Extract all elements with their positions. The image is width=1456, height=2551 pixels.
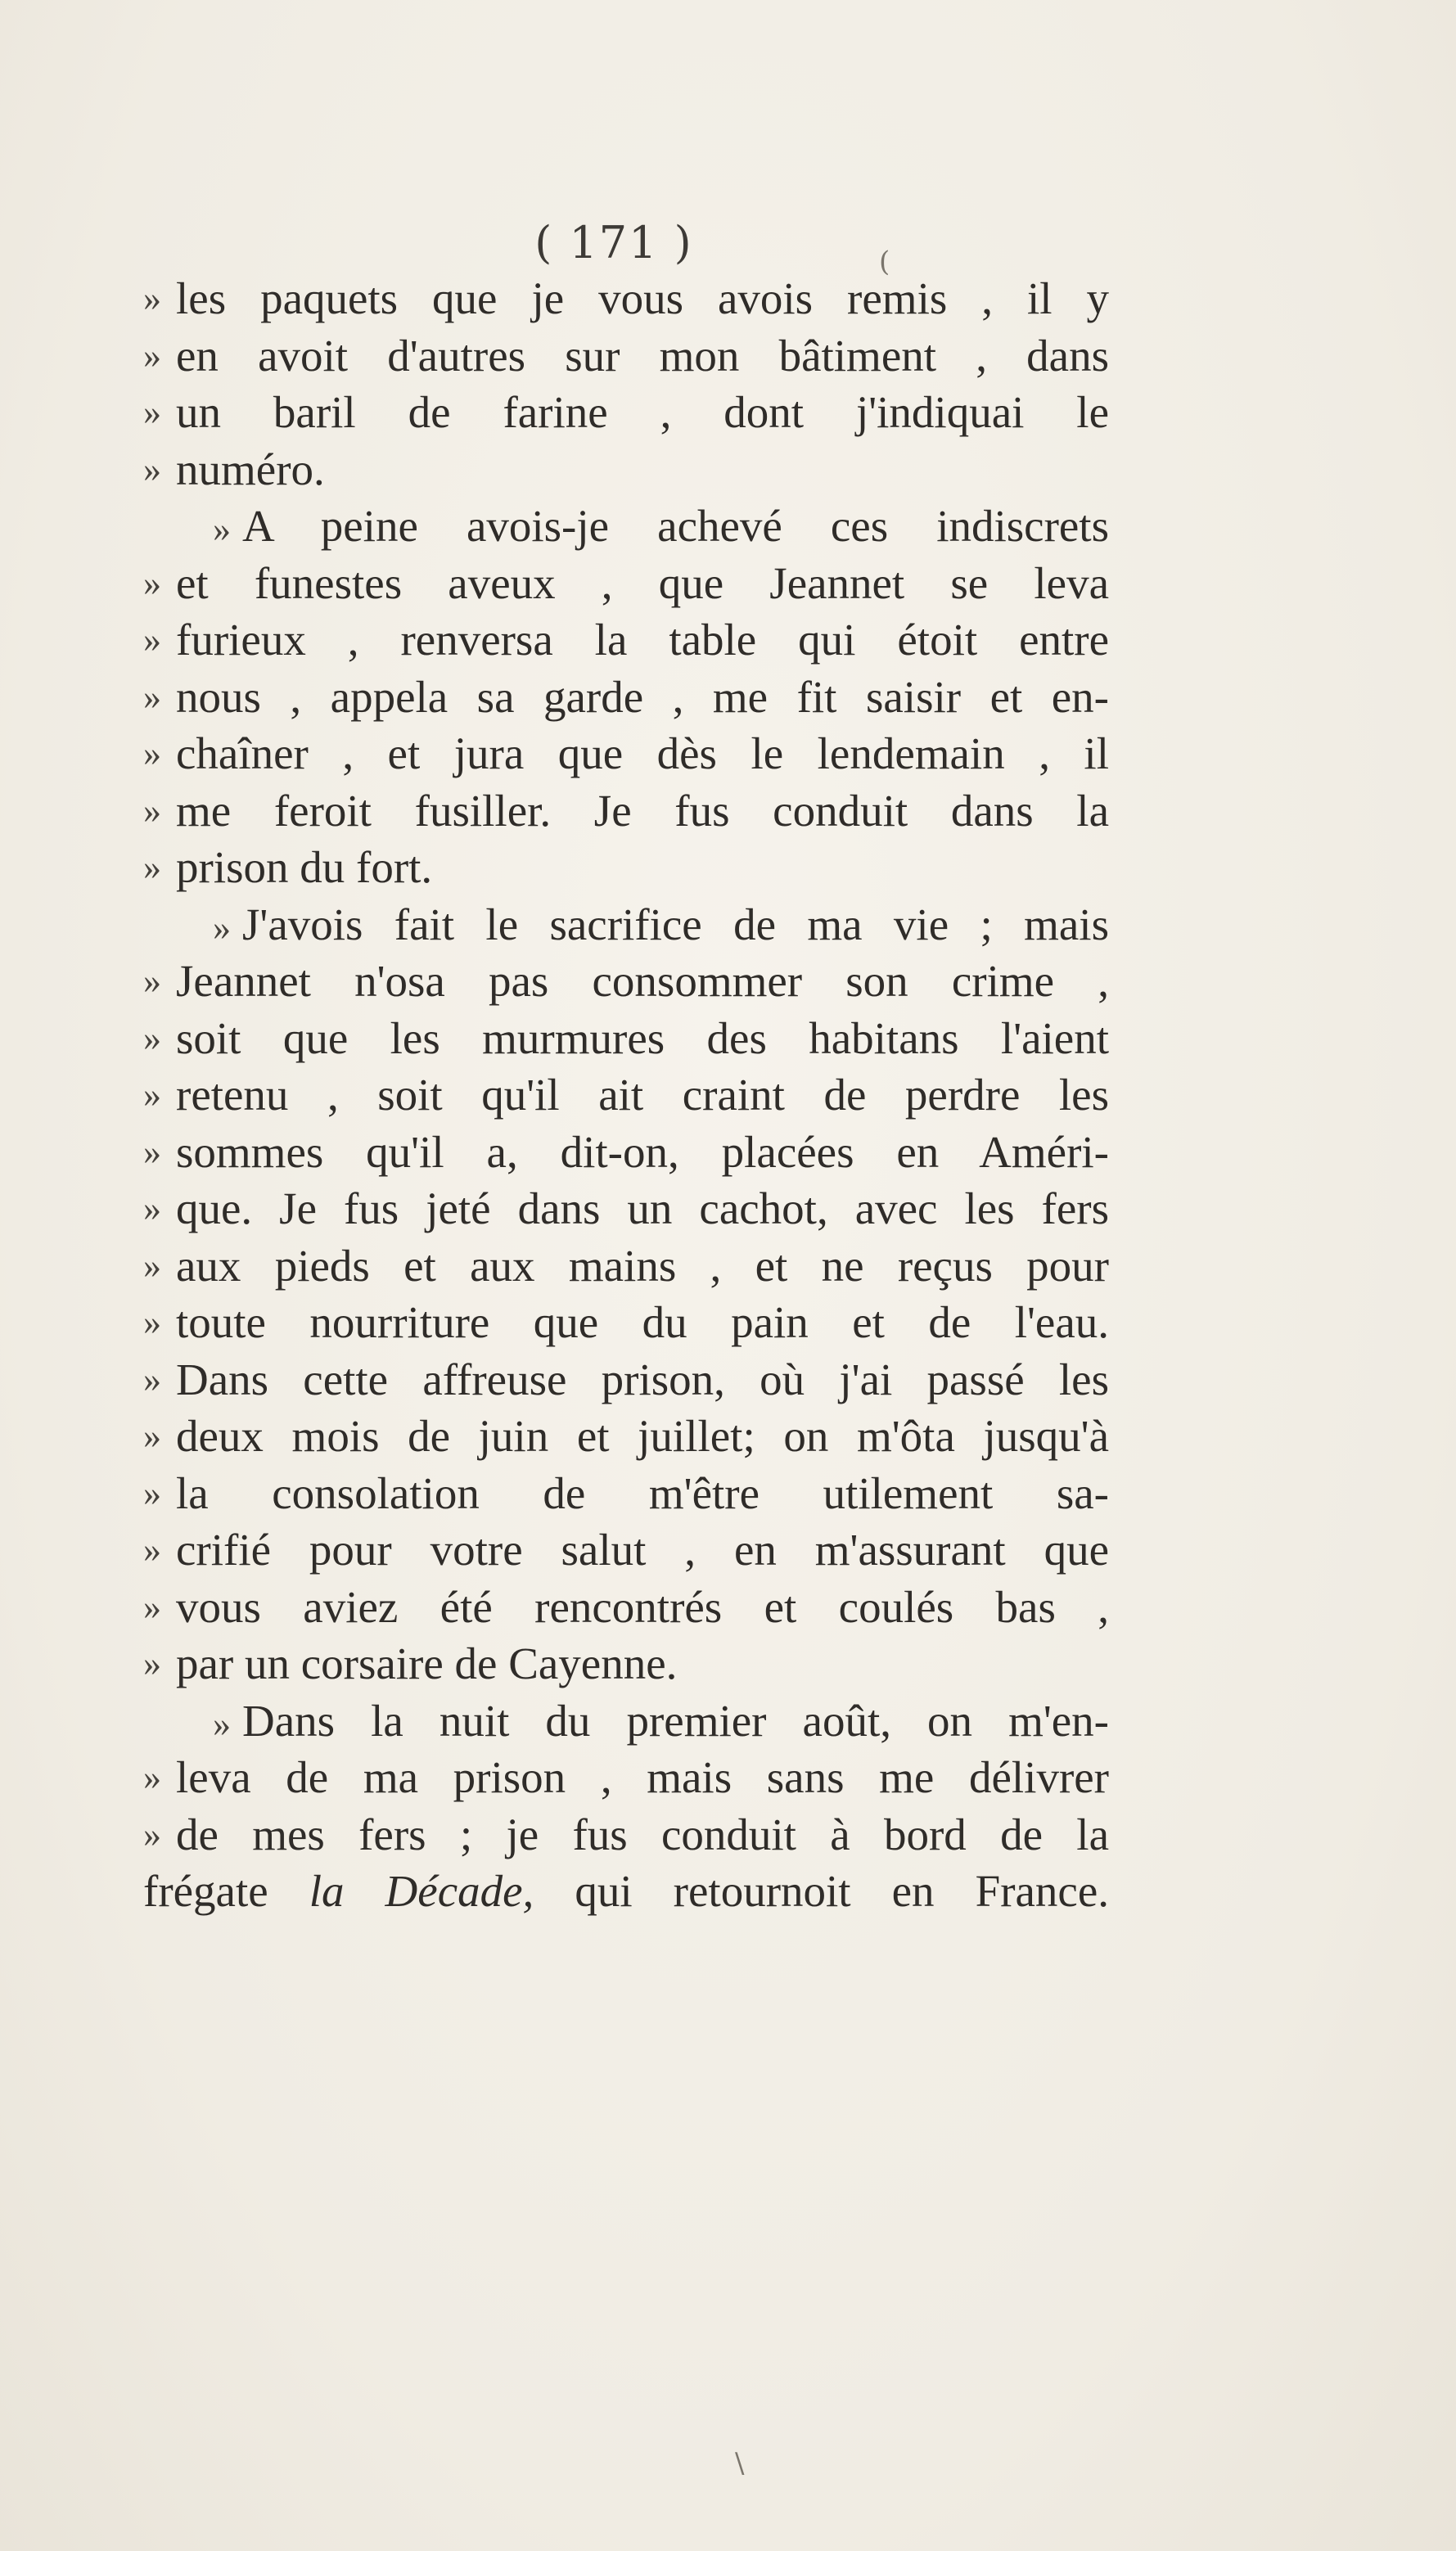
guillemet-mark: »	[143, 335, 161, 376]
text-line	[143, 1066, 1109, 1124]
text-line	[143, 384, 1109, 441]
stray-mark: \	[735, 2447, 745, 2480]
guillemet-mark: »	[143, 961, 161, 1001]
text-line	[143, 270, 1109, 327]
final-line-text	[143, 1866, 1109, 1916]
line-text: numéro.	[176, 444, 325, 494]
text-line	[143, 953, 1109, 1010]
text-line	[143, 669, 1109, 726]
guillemet-mark: »	[143, 1643, 161, 1683]
text-line-final	[143, 1863, 1109, 1920]
text-line	[143, 782, 1109, 840]
guillemet-mark: »	[143, 1188, 161, 1228]
guillemet-mark: »	[143, 1017, 161, 1058]
line-text: J'avois fait le sacrifice de ma vie ; mais	[242, 899, 1109, 949]
text-line	[143, 725, 1109, 782]
guillemet-mark: »	[213, 907, 231, 948]
line-text: chaîner , et jura que dès le lendemain , il	[176, 728, 1109, 778]
line-text: les paquets que je vous avois remis , il y	[176, 273, 1109, 323]
line-text: que. Je fus jeté dans un cachot, avec les fers	[176, 1183, 1109, 1233]
guillemet-mark: »	[143, 1245, 161, 1286]
guillemet-mark: »	[143, 1416, 161, 1456]
line-text: en avoit d'autres sur mon bâtiment , dans	[176, 330, 1109, 381]
line-text: furieux , renversa la table qui étoit entre	[176, 615, 1109, 665]
line-text: un baril de farine , dont j'indiquai le	[176, 387, 1109, 437]
line-text: A peine avois-je achevé ces indiscrets	[242, 501, 1109, 551]
line-text: soit que les murmures des habitans l'aient	[176, 1012, 1109, 1063]
text-line	[143, 1237, 1109, 1295]
guillemet-mark: »	[143, 392, 161, 432]
text-line	[143, 611, 1109, 669]
guillemet-mark: »	[143, 1814, 161, 1855]
final-line-after: qui retournoit en France.	[534, 1866, 1109, 1916]
text-line	[143, 1408, 1109, 1465]
line-text: Jeannet n'osa pas consommer son crime ,	[176, 956, 1109, 1006]
line-text: sommes qu'il a, dit-on, placées en Améri-	[176, 1126, 1109, 1177]
guillemet-mark: »	[143, 1472, 161, 1513]
line-text: nous , appela sa garde , me fit saisir et en-	[176, 671, 1109, 722]
text-line	[143, 1124, 1109, 1181]
guillemet-mark: »	[143, 733, 161, 773]
text-line	[143, 839, 1109, 896]
guillemet-mark: »	[143, 1757, 161, 1797]
text-line	[143, 1521, 1109, 1579]
guillemet-mark: »	[143, 1302, 161, 1342]
text-line	[143, 1635, 1109, 1692]
text-line	[143, 1579, 1109, 1636]
line-text: la consolation de m'être utilement sa-	[176, 1467, 1109, 1518]
text-line	[143, 555, 1109, 612]
guillemet-mark: »	[143, 278, 161, 318]
guillemet-mark: »	[143, 790, 161, 831]
guillemet-mark: »	[143, 562, 161, 603]
guillemet-mark: »	[213, 1703, 231, 1744]
line-text: Dans cette affreuse prison, où j'ai passé les	[176, 1354, 1109, 1404]
stray-mark: (	[879, 246, 890, 278]
line-text: deux mois de juin et juillet; on m'ôta jusqu'à	[176, 1411, 1109, 1461]
text-line	[176, 1692, 1109, 1750]
text-line	[143, 1749, 1109, 1806]
line-text: crifié pour votre salut , en m'assurant que	[176, 1525, 1109, 1575]
guillemet-mark: »	[143, 448, 161, 489]
page-number: ( 171 )	[534, 217, 693, 268]
text-line	[143, 1351, 1109, 1408]
line-text: Dans la nuit du premier août, on m'en-	[242, 1695, 1109, 1746]
text-line	[143, 1010, 1109, 1067]
ship-name: la Décade,	[309, 1866, 534, 1916]
guillemet-mark: »	[143, 1131, 161, 1172]
final-line-before: frégate	[143, 1866, 309, 1916]
text-line	[176, 498, 1109, 555]
guillemet-mark: »	[143, 1530, 161, 1570]
text-line	[143, 1806, 1109, 1864]
guillemet-mark: »	[143, 1586, 161, 1627]
line-text: de mes fers ; je fus conduit à bord de la	[176, 1809, 1109, 1859]
guillemet-mark: »	[143, 1359, 161, 1399]
body-text	[143, 270, 1109, 1920]
guillemet-mark: »	[143, 847, 161, 887]
text-line	[143, 1294, 1109, 1351]
guillemet-mark: »	[143, 620, 161, 660]
guillemet-mark: »	[143, 676, 161, 717]
text-line	[143, 327, 1109, 385]
line-text: toute nourriture que du pain et de l'eau.	[176, 1297, 1109, 1347]
line-text: prison du fort.	[176, 842, 433, 892]
text-line	[143, 1180, 1109, 1237]
text-line	[176, 896, 1109, 953]
guillemet-mark: »	[143, 1075, 161, 1115]
guillemet-mark: »	[213, 509, 231, 549]
line-text: leva de ma prison , mais sans me délivrer	[176, 1752, 1109, 1802]
line-text: par un corsaire de Cayenne.	[176, 1638, 678, 1688]
line-text: vous aviez été rencontrés et coulés bas ,	[176, 1581, 1109, 1632]
line-text: aux pieds et aux mains , et ne reçus pour	[176, 1240, 1109, 1291]
text-line	[143, 441, 1109, 498]
text-line	[143, 1465, 1109, 1522]
line-text: me feroit fusiller. Je fus conduit dans la	[176, 785, 1109, 836]
line-text: et funestes aveux , que Jeannet se leva	[176, 557, 1109, 608]
line-text: retenu , soit qu'il ait craint de perdre les	[176, 1070, 1109, 1120]
